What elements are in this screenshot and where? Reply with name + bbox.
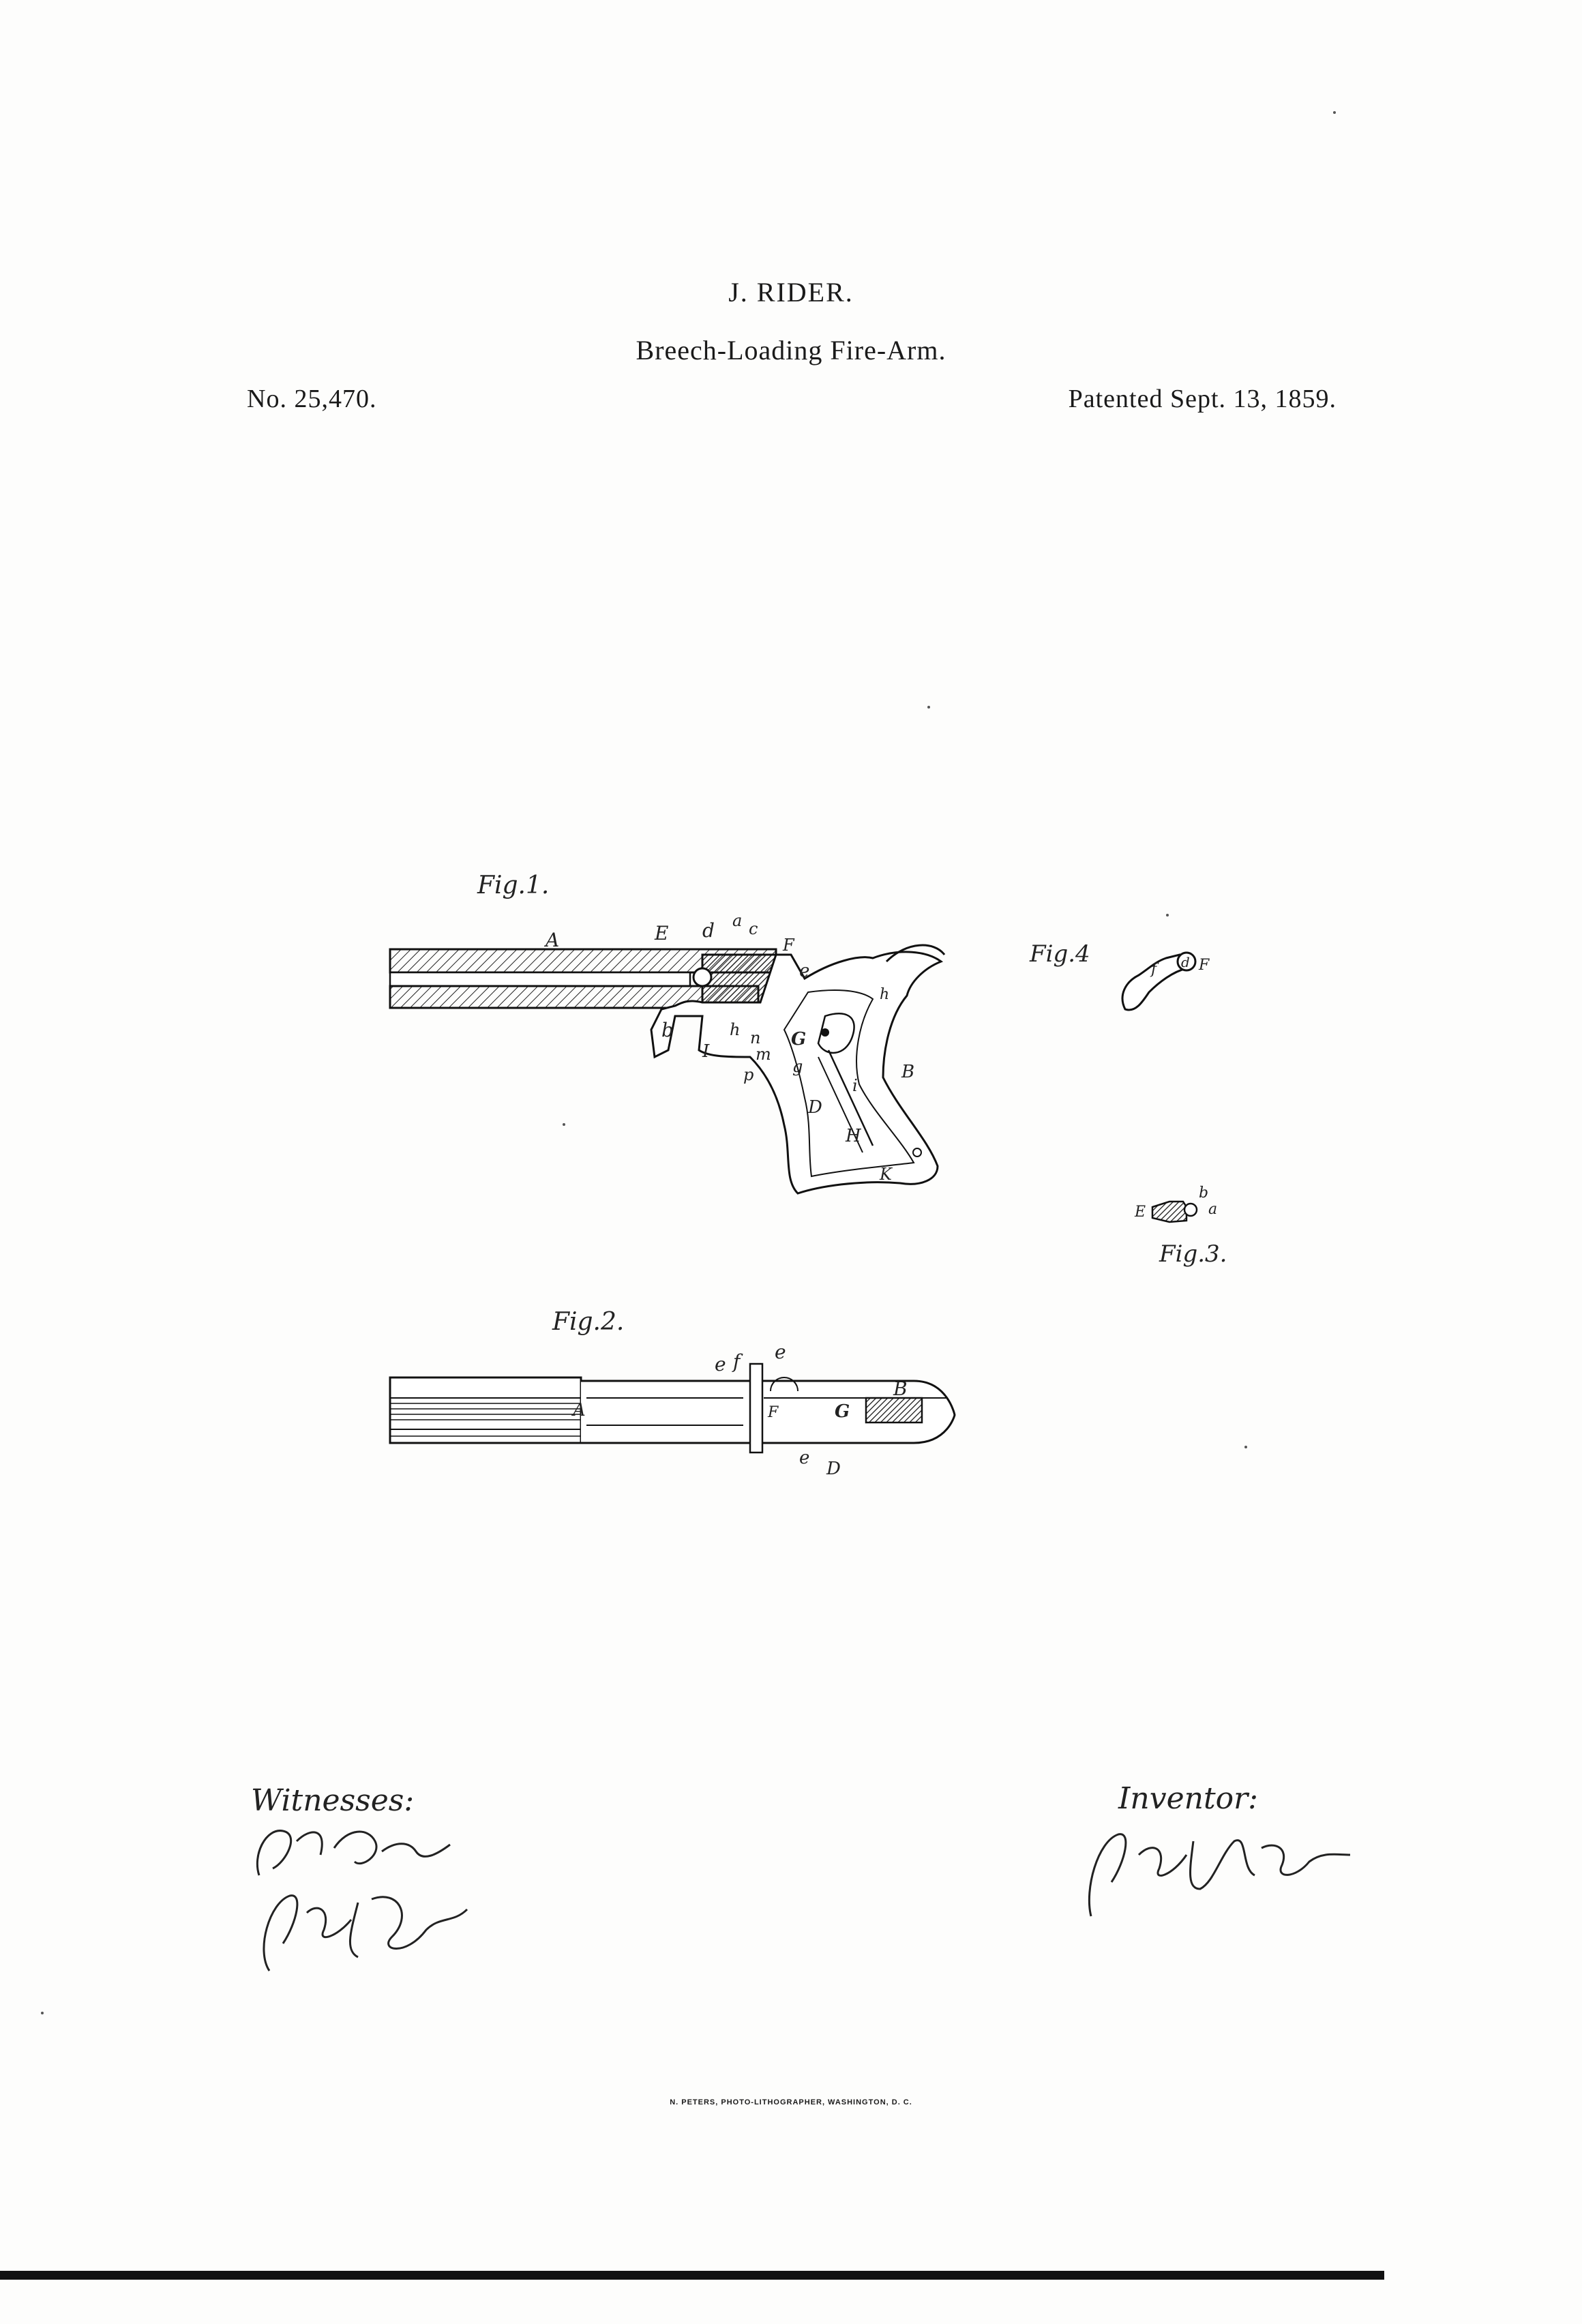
scan-speck <box>1244 1446 1247 1448</box>
bottom-scan-edge <box>0 2271 1384 2280</box>
fig2-label-B: B <box>893 1377 908 1400</box>
fig1-label-F: F <box>783 936 794 955</box>
figure-4-drawing <box>1023 907 1227 1030</box>
fig2-label-e-bottom: e <box>799 1448 810 1468</box>
fig2-label-f: f <box>733 1350 741 1373</box>
scan-speck <box>41 2012 44 2014</box>
fig1-label-g: g <box>792 1057 803 1076</box>
fig1-label-e: e <box>799 961 810 981</box>
fig1-label-a: a <box>732 911 743 930</box>
fig1-label-i: i <box>852 1076 858 1095</box>
fig1-label-b: b <box>661 1019 674 1041</box>
witness-signature-1 <box>245 1814 464 1889</box>
fig2-label-F: F <box>768 1404 779 1421</box>
fig4-caption: Fig.4 <box>1030 940 1090 968</box>
fig1-label-d: d <box>702 919 715 942</box>
fig1-label-p: p <box>743 1065 754 1084</box>
fig1-label-H: H <box>846 1126 861 1146</box>
fig3-label-a: a <box>1208 1201 1218 1218</box>
fig1-label-B: B <box>901 1062 915 1082</box>
inventor-name-heading: J. RIDER. <box>728 277 854 308</box>
patent-title: Breech-Loading Fire-Arm. <box>636 335 946 366</box>
printer-credit: N. PETERS, PHOTO-LITHOGRAPHER, WASHINGTON, D. C. <box>670 2098 912 2106</box>
fig2-caption: Fig.2. <box>552 1308 625 1336</box>
fig4-label-f: f <box>1151 961 1157 978</box>
fig2-label-A: A <box>573 1400 586 1420</box>
scan-speck <box>1333 111 1336 114</box>
fig1-label-K: K <box>880 1165 892 1184</box>
patent-number: No. 25,470. <box>247 385 377 413</box>
figure-2-drawing <box>382 1296 968 1500</box>
fig1-label-G: G <box>791 1029 807 1049</box>
fig1-label-I: I <box>702 1041 710 1062</box>
fig1-label-A: A <box>546 929 560 951</box>
fig1-label-D: D <box>808 1097 822 1118</box>
inventor-label: Inventor: <box>1118 1781 1258 1816</box>
fig1-caption: Fig.1. <box>477 872 550 899</box>
fig3-caption: Fig.3. <box>1159 1240 1227 1268</box>
figure-1-drawing <box>382 852 996 1262</box>
witness-signature-2 <box>242 1882 488 1978</box>
scan-speck <box>927 706 930 709</box>
fig1-label-h-right: h <box>880 986 890 1003</box>
fig2-label-e-left: e <box>715 1353 726 1375</box>
figure-3-drawing <box>1132 1173 1268 1282</box>
fig4-label-F: F <box>1199 957 1210 974</box>
fig2-label-D: D <box>826 1459 841 1479</box>
fig3-label-E: E <box>1135 1204 1146 1221</box>
fig1-label-m: m <box>756 1045 771 1064</box>
fig1-label-h-left: h <box>730 1020 741 1039</box>
fig2-label-G: G <box>835 1401 850 1422</box>
fig1-label-c: c <box>749 919 758 938</box>
fig4-label-d: d <box>1181 954 1190 970</box>
fig1-label-n: n <box>750 1028 761 1047</box>
scan-speck <box>563 1123 565 1126</box>
fig1-label-E: E <box>655 922 669 944</box>
witnesses-label: Witnesses: <box>251 1783 415 1818</box>
fig3-label-b: b <box>1199 1185 1209 1202</box>
scan-speck <box>1166 914 1169 917</box>
patent-date: Patented Sept. 13, 1859. <box>1068 385 1337 413</box>
fig2-label-e-top: e <box>775 1341 786 1363</box>
inventor-signature <box>1064 1814 1364 1923</box>
